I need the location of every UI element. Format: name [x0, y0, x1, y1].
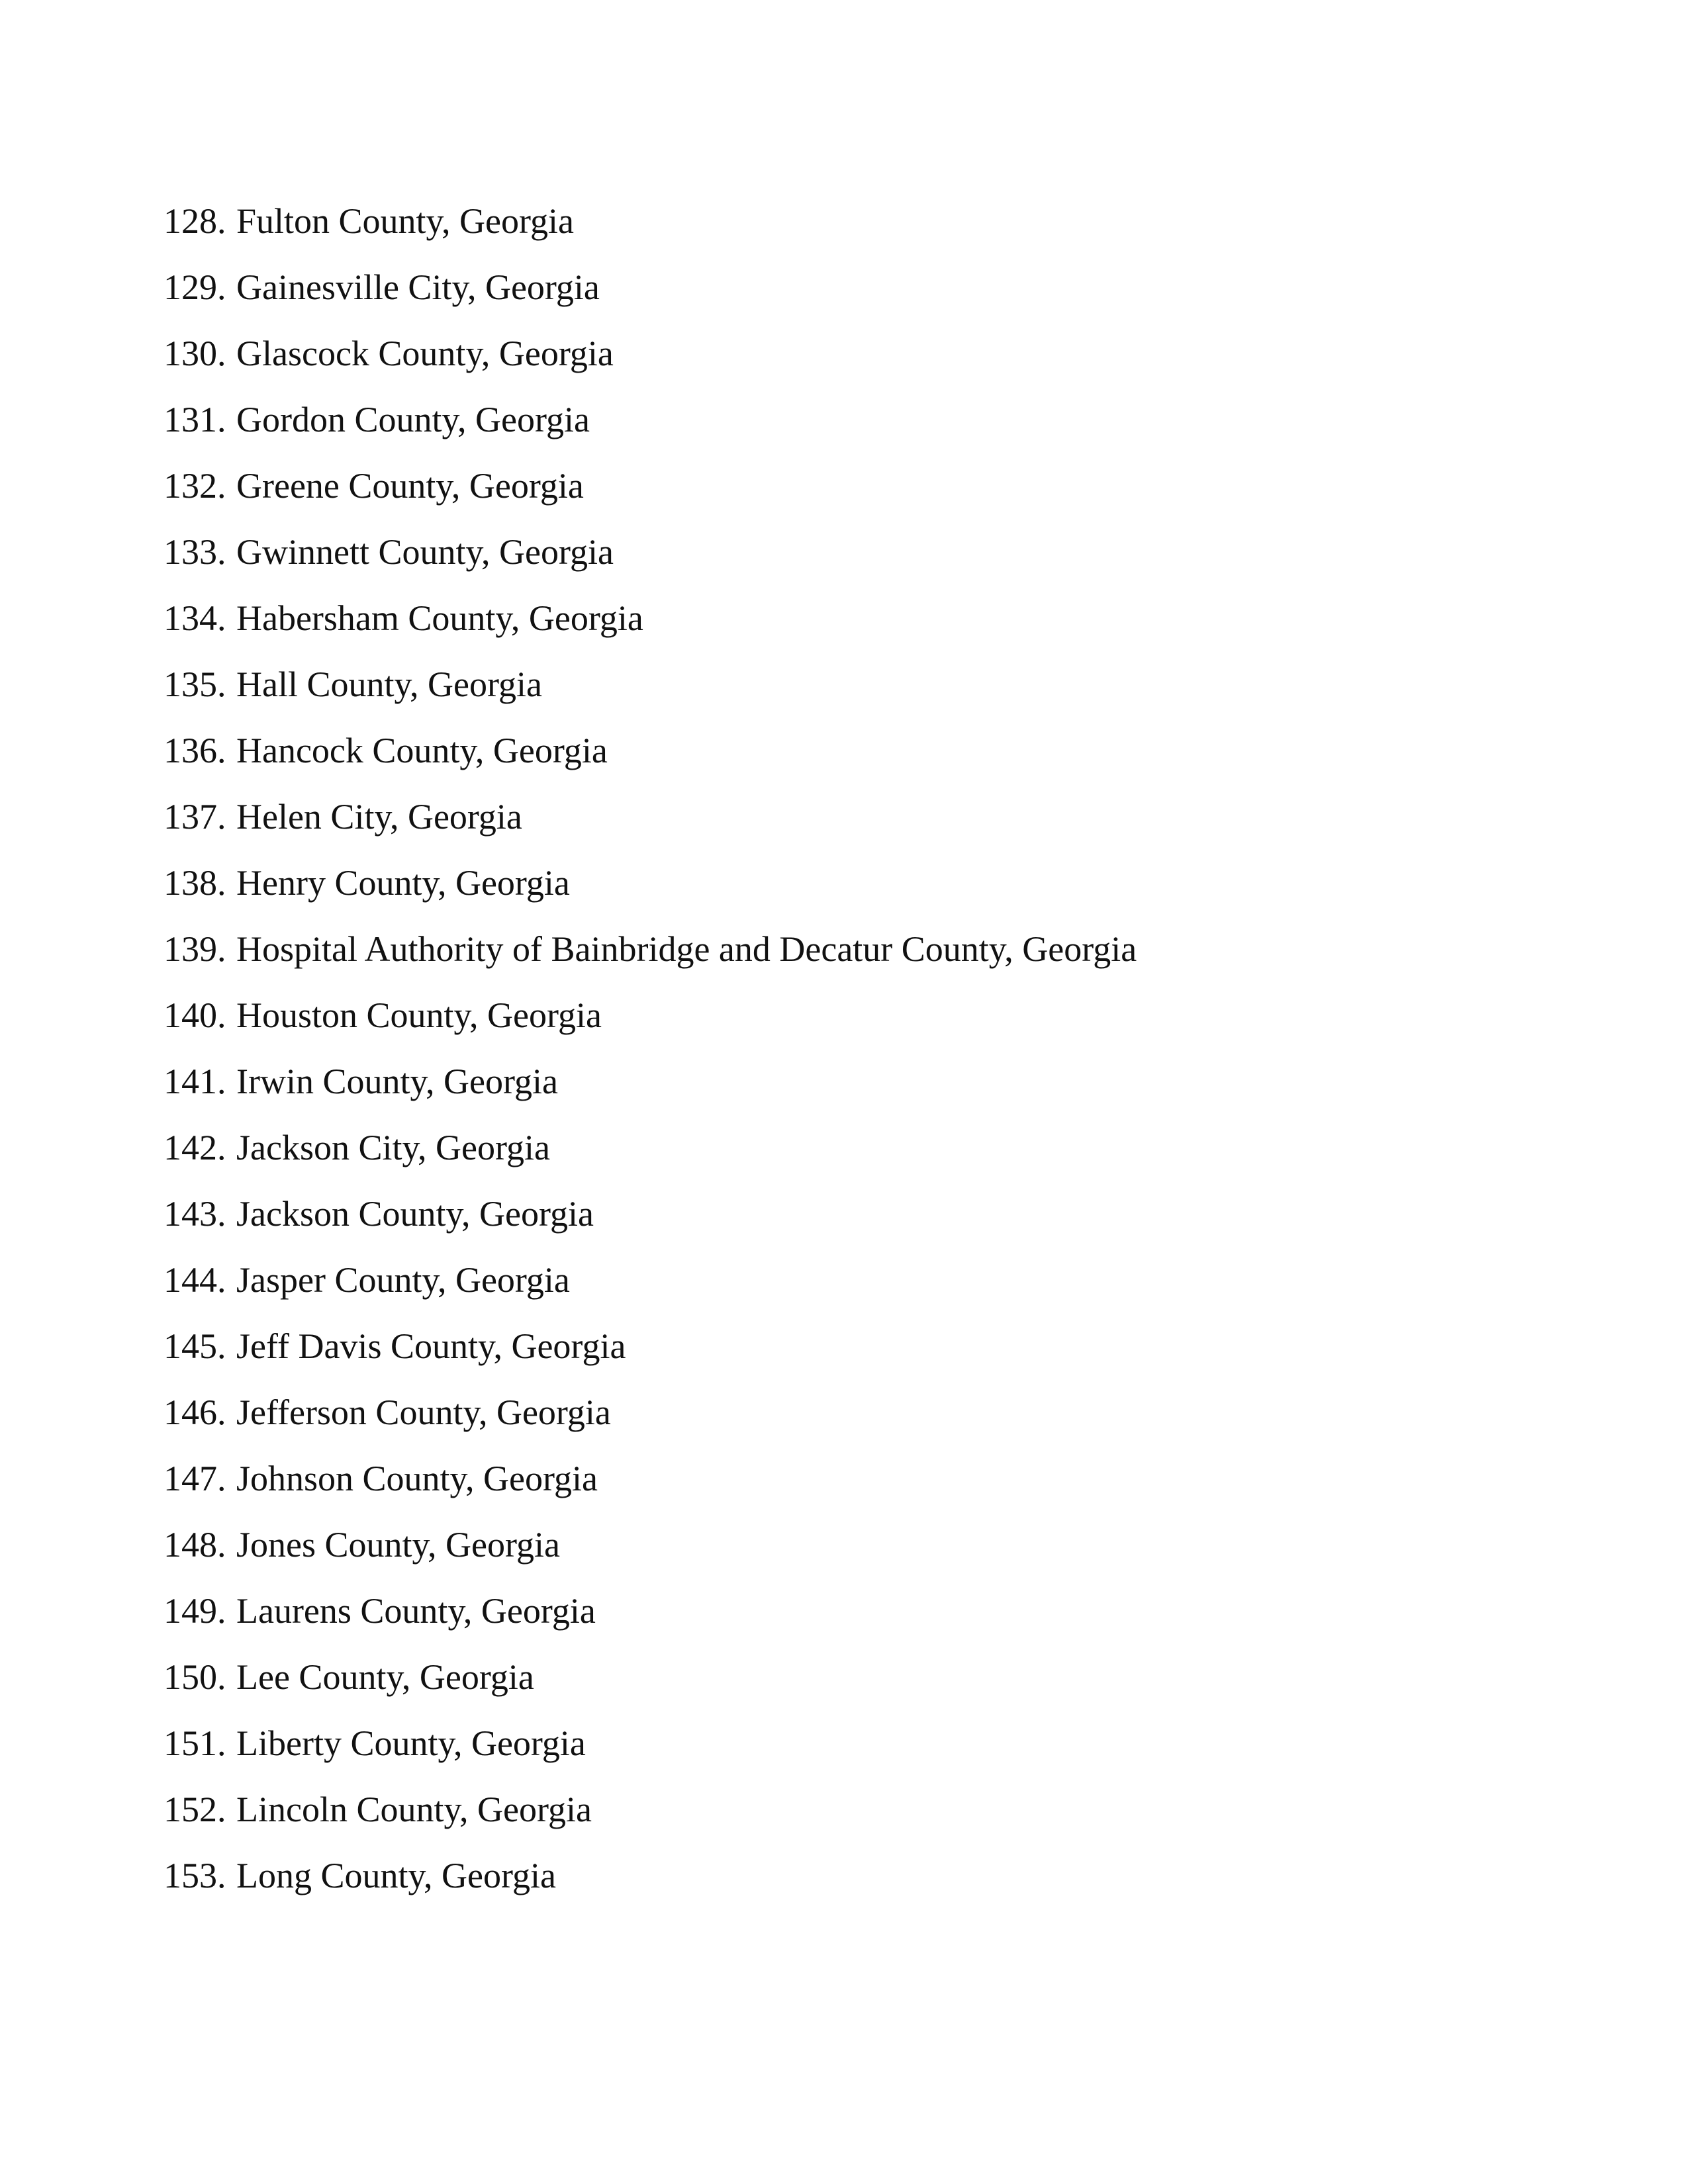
list-item-number: 148. — [164, 1525, 226, 1565]
list-item — [164, 1587, 1137, 1653]
list-item-number: 153. — [164, 1856, 226, 1895]
list-item — [164, 1719, 1137, 1786]
list-item-number: 133. — [164, 532, 226, 572]
list-item-text: Fulton County, Georgia — [236, 201, 574, 241]
list-item-text: Jackson City, Georgia — [236, 1128, 550, 1167]
list-item-number: 149. — [164, 1591, 226, 1631]
list-item — [164, 1455, 1137, 1521]
list-item-number: 131. — [164, 400, 226, 439]
list-item-number: 146. — [164, 1392, 226, 1432]
list-item-number: 152. — [164, 1790, 226, 1829]
list-item — [164, 197, 1137, 263]
list-item-text: Gainesville City, Georgia — [236, 267, 600, 307]
list-item — [164, 859, 1137, 925]
list-item-number: 129. — [164, 267, 226, 307]
list-item-number: 132. — [164, 466, 226, 506]
list-item-number: 143. — [164, 1194, 226, 1234]
list-item — [164, 1322, 1137, 1388]
list-item — [164, 396, 1137, 462]
list-item-number: 136. — [164, 731, 226, 770]
list-item-text: Jasper County, Georgia — [236, 1260, 570, 1300]
list-item — [164, 1786, 1137, 1852]
list-item-text: Helen City, Georgia — [236, 797, 522, 837]
list-item-text: Johnson County, Georgia — [236, 1459, 598, 1498]
list-item — [164, 925, 1137, 991]
list-item-number: 150. — [164, 1657, 226, 1697]
list-item — [164, 330, 1137, 396]
list-item — [164, 1190, 1137, 1256]
list-item — [164, 594, 1137, 660]
list-item — [164, 727, 1137, 793]
list-item-text: Gordon County, Georgia — [236, 400, 590, 439]
list-item-text: Glascock County, Georgia — [236, 334, 614, 373]
list-item — [164, 1653, 1137, 1719]
list-item-text: Lincoln County, Georgia — [236, 1790, 592, 1829]
list-item-text: Greene County, Georgia — [236, 466, 584, 506]
list-item — [164, 1852, 1137, 1918]
list-item-text: Laurens County, Georgia — [236, 1591, 596, 1631]
list-item — [164, 1388, 1137, 1455]
list-item-number: 134. — [164, 598, 226, 638]
list-item-number: 147. — [164, 1459, 226, 1498]
list-item-text: Hancock County, Georgia — [236, 731, 608, 770]
list-item-text: Liberty County, Georgia — [236, 1723, 586, 1763]
list-item-text: Hall County, Georgia — [236, 664, 542, 704]
list-item-text: Henry County, Georgia — [236, 863, 570, 903]
list-item-number: 145. — [164, 1326, 226, 1366]
list-item-number: 128. — [164, 201, 226, 241]
list-item-number: 144. — [164, 1260, 226, 1300]
list-item-number: 130. — [164, 334, 226, 373]
list-item — [164, 660, 1137, 727]
list-item-text: Jeff Davis County, Georgia — [236, 1326, 626, 1366]
list-item-text: Lee County, Georgia — [236, 1657, 534, 1697]
list-item-number: 142. — [164, 1128, 226, 1167]
list-item — [164, 991, 1137, 1058]
list-item — [164, 1521, 1137, 1587]
list-item-number: 137. — [164, 797, 226, 837]
list-item — [164, 263, 1137, 330]
list-item-text: Jefferson County, Georgia — [236, 1392, 611, 1432]
list-item — [164, 462, 1137, 528]
list-item-text: Jackson County, Georgia — [236, 1194, 594, 1234]
numbered-list — [164, 197, 1137, 1918]
list-item-text: Jones County, Georgia — [236, 1525, 560, 1565]
list-item-text: Hospital Authority of Bainbridge and Decatur County, Georgia — [236, 929, 1137, 969]
list-item-number: 139. — [164, 929, 226, 969]
list-item — [164, 528, 1137, 594]
list-item-number: 140. — [164, 995, 226, 1035]
list-item-number: 141. — [164, 1062, 226, 1101]
list-item-number: 138. — [164, 863, 226, 903]
list-item-text: Irwin County, Georgia — [236, 1062, 558, 1101]
list-item — [164, 793, 1137, 859]
list-item — [164, 1058, 1137, 1124]
list-item — [164, 1124, 1137, 1190]
list-item-text: Houston County, Georgia — [236, 995, 602, 1035]
list-item-number: 151. — [164, 1723, 226, 1763]
list-item-text: Gwinnett County, Georgia — [236, 532, 614, 572]
list-item — [164, 1256, 1137, 1322]
list-item-text: Long County, Georgia — [236, 1856, 556, 1895]
list-item-number: 135. — [164, 664, 226, 704]
list-item-text: Habersham County, Georgia — [236, 598, 643, 638]
